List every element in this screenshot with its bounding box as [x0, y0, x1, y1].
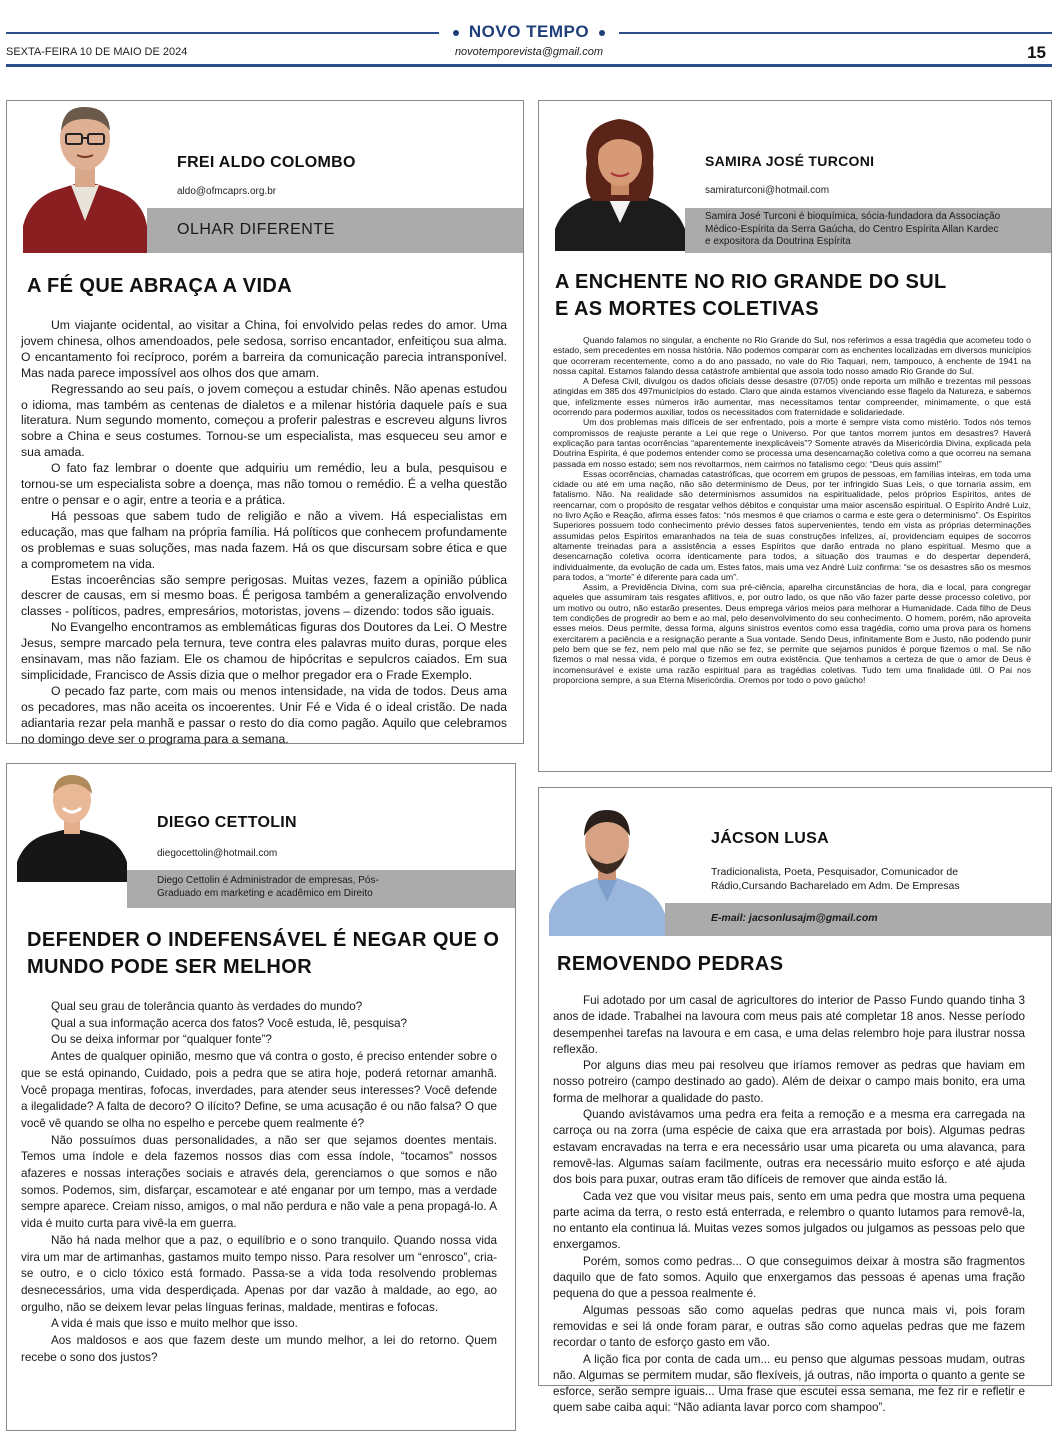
author-photo: [555, 111, 685, 251]
column-samira-jose-turconi: [538, 100, 1052, 772]
bullet-icon: [599, 30, 605, 36]
article-body: [553, 993, 1025, 1417]
author-name: SAMIRA JOSÉ TURCONI: [705, 153, 875, 169]
paragraph: Quando avistávamos uma pedra era feita a remoção e a mesma era carregada na carroça ou na zorra (uma espécie de caixa que era arrastada por bois). Algumas pedras estavam encravadas na terra e era necessário usar uma picareta ou uma alavanca, para removê-las. Algumas saíam facilmente, outras era necessário muito esforço e até ajuda dos bois para puxar, outras eram tão difíceis de remover que ainda estão lá.: [553, 1108, 1025, 1187]
author-email: E-mail: jacsonlusajm@gmail.com: [711, 912, 878, 924]
paragraph: Ou se deixa informar por “qualquer fonte”?: [51, 1033, 272, 1047]
headline-line-2: E AS MORTES COLETIVAS: [555, 298, 819, 320]
headline-line-1: DEFENDER O INDEFENSÁVEL É NEGAR QUE O: [27, 929, 500, 951]
author-bio: Diego Cettolin é Administrador de empresas, Pós-Graduado em marketing e acadêmico em Direito: [157, 875, 379, 899]
paragraph: Um viajante ocidental, ao visitar a China, foi envolvido pelas redes do amor. Uma jovem chinesa, olhos amendoados, pele sedosa, sorriso encantador, enfeitiçou sua alma. O encantamento foi recíproco, porém a barreira da comunicação parecia intransponível. Mas nada parece impossível aos olhos dos que amam.: [21, 318, 507, 380]
issue-date: SEXTA-FEIRA 10 DE MAIO DE 2024: [6, 46, 188, 58]
publication-email: novotemporevista@gmail.com: [454, 46, 604, 58]
article-headline: REMOVENDO PEDRAS: [557, 953, 784, 975]
paragraph: Porém, somos como pedras... O que conseguimos deixar à mostra são fragmentos daquilo que de fato somos. Aquilo que enxergamos das pessoas é apenas uma fração pequena do que a pessoa realmente é.: [553, 1254, 1025, 1301]
paragraph: A lição fica por conta de cada um... eu penso que algumas pessoas mudam, outras não. Algumas se permitem mudar, são flexíveis, já outras, não importa o quanto a gente se esforce, serão sempre iguais... Uma frase que escutei essa semana, me fez rir e refletir e quem sabe caiba aqui: “Não adianta lavar porco com shampoo”.: [553, 1352, 1025, 1415]
author-email: aldo@ofmcaprs.org.br: [177, 186, 277, 197]
paragraph: Aos maldosos e aos que fazem deste um mundo melhor, a lei do retorno. Quem recebe o sono dos justos?: [21, 1334, 497, 1364]
paragraph: Um dos problemas mais difíceis de ser enfrentado, pois a morte é sempre vista como mistério. Todos nós temos compromissos de reajuste perante a Lei que rege o Universo. Por que tantos morrem juntos em desastres? Haverá explicação para tantas ocorrências “aparentemente inexplicáveis”? Somente através da Misericórdia Divina, explicada pela Doutrina Espírita, é que podemos entender como se processa uma desencarnação coletiva como a que ocorreu na semana passada em nosso estado; sem nos revoltarmos, nem cairmos no fatalismo cego: “Deus quis assim!”: [553, 417, 1031, 469]
paragraph: Estas incoerências são sempre perigosas. Muitas vezes, fazem a opinião pública descrer de causas, em si mesmo boas. É perigosa também a generalização envolvendo classes - políticos, padres, empresários, motoristas, jovens – dizendo: todos são iguais.: [21, 572, 507, 619]
author-email: samiraturconi@hotmail.com: [705, 185, 830, 196]
article-headline: [27, 927, 499, 981]
author-photo: [17, 770, 127, 882]
column-jacson-lusa: [538, 787, 1052, 1415]
paragraph: Qual a sua informação acerca dos fatos? Você estuda, lê, pesquisa?: [51, 1016, 408, 1030]
paragraph: Por alguns dias meu pai resolveu que iríamos remover as pedras que haviam em nosso potreiro (campo destinado ao gado). Além de deixar o campo mais bonito, era uma forma de melhorar a qualidade do pasto.: [553, 1059, 1025, 1105]
header-rule-bottom: [6, 64, 1052, 67]
paragraph: O pecado faz parte, com mais ou menos intensidade, na vida de todos. Deus ama os pecadores, mas não aceita os incoerentes. Unir Fé e Vida é o ideal cristão. De nada adiantaria rezar pela manhã e passar o resto do dia como pagão. Aquilo que celebramos no domingo deve ser o programa para a semana.: [21, 683, 507, 746]
paragraph: Essas ocorrências, chamadas catastróficas, que ocorrem em grupos de pessoas, em famílias inteiras, em toda uma cidade ou até em uma nação, não são determinismo de Deus, por ter infringido Suas Leis, o que tornaria assim, em fatalismo. Não. Na realidade são determinismos assumidos na espiritualidade, pelos próprios Espíritos, antes de reencarnar, com o propósito de resgatar velhos débitos e conquistar uma maior ascensão espiritual. O Espírito André Luiz, no livro Ação e Reação, afirma esses fatos: “nós mesmos é que criamos o carma e este gera o determinismo”. Os Espíritos Superiores possuem todo conhecimento prévio desses fatos supervenientes, tendo em vista as próprias determinações assumidas pelos Espíritos emaranhados na teia de suas construções infelizes, aí, providenciam equipes de socorros altamente treinadas para a assistência a esses Espíritos que darão entrada no plano espiritual. Mesmo que a desencarnação coletiva ocorra identicamente para todos, a situação dos traumas e do despertar dependerá, individualmente, da evolução de cada um. Estes fatos, mais uma vez André Luiz confirma: “se os desastres são os mesmos para todos, a “morte” é diferente para cada um”.: [553, 468, 1031, 582]
paragraph: Assim, a Previdência Divina, com sua pré-ciência, aparelha circunstâncias de hora, dia e local, para congregar aqueles que assumiram tais resgates aflitivos, e, por outro lado, os que não vão fazer parte desse processo coletivo, por um motivo ou outro, não estarão presentes. Deus emprega vários meios para melhorar a Humanidade. Cada filho de Deus tem condições de progredir ao bem e ao mal, pelo desenvolvimento do seu conhecimento. O homem, porém, não aproveita esses meios. Deus permite, dessa forma, alguns sinistros eventos como essa tragédia, como uma prova para os homens exercitarem a paciência e a resignação perante a Sua vontade. Sendo Deus, infinitamente Bom e Justo, não podendo punir pelo bem que se fez, nem pelo mal que não se fez, se permite que sejamos punidos é porque fizemos o mal. Se não fizemos o mal nessa vida, é porque o fizemos em outra existência. Que tenhamos a certeza de que o amor de Deus é incomensurável e existe uma razão espiritual para as tragédias coletivas. Tudo tem uma finalidade útil. O Pai nos proporciona sempre, a sua Eterna Misericórdia. Oremos por todo o povo gaúcho!: [553, 582, 1031, 685]
article-headline: [555, 269, 947, 323]
paragraph: Há pessoas que sabem tudo de religião e não a vivem. Há especialistas em educação, mas que falham na própria família. Há políticos que conhecem profundamente os problemas e suas soluções, mas nada fazem. Há os que discursam sobre ética e que a comprometem na vida.: [21, 508, 507, 571]
paragraph: Quando falamos no singular, a enchente no Rio Grande do Sul, nos referimos a essa tragédia que acometeu todo o estado, sem precedentes em nossa história. Não podemos comparar com as enchentes localizadas em diversos municípios que ocorreram recentemente, como a do ano passado, no vale do Rio Taquari, nem, tampouco, à enchente de 1941 na nossa capital. Estamos falando dessa catástrofe ambiental que assola todo nosso amado Rio Grande do Sul.: [553, 335, 1031, 376]
paragraph: Algumas pessoas são como aquelas pedras que nunca mais vi, pois foram removidas e sei lá onde foram parar, e outras são como aquelas pedras que me fazem recordar o tanto de esforço gasto em vão.: [553, 1303, 1025, 1350]
paragraph: Cada vez que vou visitar meus pais, sento em uma pedra que mostra uma pequena parte acima da terra, o resto está enterrada, e relembro o quanto lutamos para removê-la, no entanto ela continua lá. Muitas vezes somos julgados ou julgamos as pessoas pelo que enxergamos.: [553, 1189, 1025, 1252]
article-body: [21, 318, 507, 747]
paragraph: Antes de qualquer opinião, mesmo que vá contra o gosto, é preciso entender sobre o que se está opinando, Cuidado, pois a pedra que se atira hoje, poderá retornar amanhã. Você propaga mentiras, fofocas, inverdades, para atender seus interesses? Você defende a ilegalidade? A falta de decoro? O ilícito? Define, se uma acusação é ou não falsa? O que você vê quando se olha no espelho e percebe quem realmente é?: [21, 1050, 497, 1130]
author-name: FREI ALDO COLOMBO: [177, 154, 356, 171]
paragraph: Regressando ao seu país, o jovem começou a estudar chinês. Não apenas estudou o idioma, mas também as centenas de dialetos e a milenar história daquele país e sua literatura. Num segundo momento, começou a proferir palestras e escreveu alguns livros sobre a China e seus costumes. Tornou-se um especialista, mas esqueceu seu amor e sua amada.: [21, 381, 507, 460]
paragraph: O fato faz lembrar o doente que adquiriu um remédio, leu a bula, pesquisou e tornou-se um especialista sobre a doença, mas não tomou o remédio. É a velha questão entre o pensar e o agir, entre a teoria e a prática.: [21, 461, 507, 507]
masthead: [0, 22, 1058, 42]
article-body: [21, 999, 497, 1366]
article-headline: A FÉ QUE ABRAÇA A VIDA: [27, 275, 293, 297]
author-photo: [549, 798, 665, 936]
paragraph: Não possuímos duas personalidades, a não ser que sejamos doentes mentais. Temos uma índole e dela fazemos nossos dias com essa índole, “tocamos” nossos afazeres e nossas interações sociais e através dela, gerenciamos o que somos e não somos. Podemos, sim, disfarçar, escamotear e até enganar por um tempo, mas a verdade sempre aparece. Creiam nisso, amigos, o mal não perdura e não vale a pena propagá-lo. A vida é muito curta para vivê-la em guerra.: [21, 1133, 497, 1231]
headline-line-2: MUNDO PODE SER MELHOR: [27, 956, 313, 978]
page-number: 15: [1027, 43, 1046, 62]
article-body: [553, 335, 1031, 685]
bullet-icon: [453, 30, 459, 36]
author-name: JÁCSON LUSA: [711, 830, 829, 847]
paragraph: A vida é mais que isso e muito melhor que isso.: [51, 1317, 298, 1331]
masthead-title: NOVO TEMPO: [468, 22, 590, 41]
paragraph: No Evangelho encontramos as emblemáticas figuras dos Doutores da Lei. O Mestre Jesus, sempre marcado pela ternura, teve contra eles palavras muito duras, porque eles ensinavam, mas não faziam. Ele os chamou de hipócritas e sepulcros caiados. Em sua simplicidade, Francisco de Assis dizia que o melhor pregador era o Frade Exemplo.: [21, 620, 507, 682]
paragraph: A Defesa Civil, divulgou os dados oficiais desse desastre (07/05) onde reporta um milhão e trezentas mil pessoas atingidas em 385 dos 497municípios do estado. Claro que ainda estamos vivenciando esse flagelo da Natureza, e sabemos que, infelizmente esses números irão aumentar, mas necessitamos tentar compreender, minimamente, o que está ocorrendo para podermos auxiliar, todos os necessitados com fraternidade e solidariedade.: [553, 376, 1031, 418]
headline-line-1: A ENCHENTE NO RIO GRANDE DO SUL: [555, 271, 947, 293]
section-title: OLHAR DIFERENTE: [177, 221, 335, 238]
author-bio: Samira José Turconi é bioquímica, sócia-fundadora da Associação Médico-Espírita da Serra Gaúcha, do Centro Espírita Allan Kardec e expositora da Doutrina Espírita: [705, 211, 1001, 247]
author-bio: Tradicionalista, Poeta, Pesquisador, Comunicador de Rádio,Cursando Bacharelado em Adm. De Empresas: [711, 866, 960, 892]
paragraph: Não há nada melhor que a paz, o equilíbrio e o sono tranquilo. Quando nossa vida vira um mar de artimanhas, gastamos muito tempo nisso. Para resolver um “enrosco”, cria-se outro, e o ciclo tóxico está formado. Passa-se a vida toda resolvendo problemas desnecessários, uma vida desperdiçada. Apenas por dar vazão à maldade, ao ego, ao orgulho, não se deixem levar pelas línguas ferinas, maldade, mentiras e fofocas.: [21, 1233, 497, 1314]
author-name: DIEGO CETTOLIN: [157, 814, 297, 831]
paragraph: Fui adotado por um casal de agricultores do interior de Passo Fundo quando tinha 3 anos de idade. Trabalhei na lavoura com meus pais até completar 18 anos. Nesse período desempenhei tarefas na lavoura e em casa, e uma delas relembro hoje para ilustrar nossa reflexão.: [553, 994, 1025, 1056]
column-frei-aldo-colombo: [6, 100, 524, 744]
author-email: diegocettolin@hotmail.com: [157, 848, 278, 859]
author-photo: [23, 101, 147, 253]
paragraph: Qual seu grau de tolerância quanto às verdades do mundo?: [51, 1000, 363, 1013]
column-diego-cettolin: [6, 763, 516, 1431]
